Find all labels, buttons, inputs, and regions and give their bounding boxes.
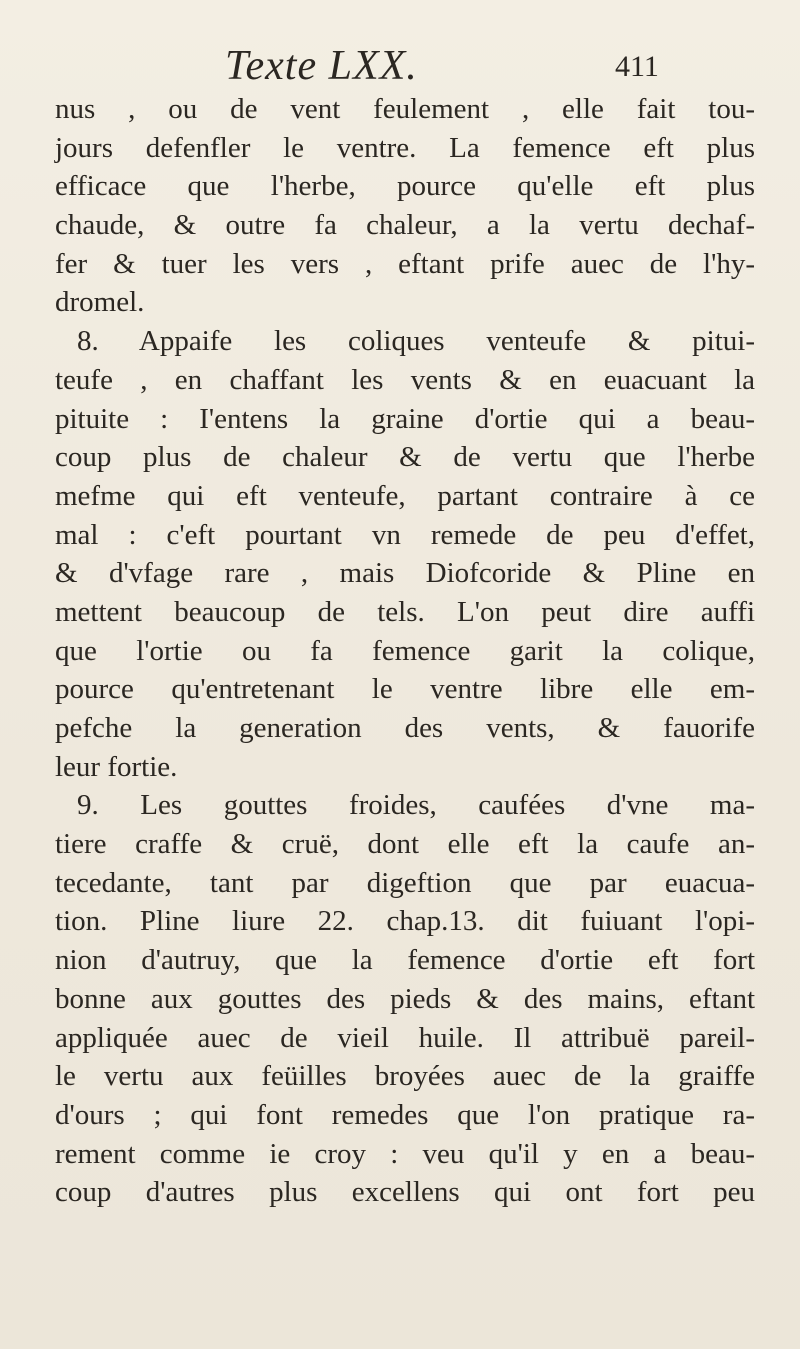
text-line: fer & tuer les vers , eftant prife auec de l'hy- — [55, 247, 755, 280]
text-line: d'ours ; qui font remedes que l'on pratique ra- — [55, 1098, 755, 1131]
text-line: nus , ou de vent feulement , elle fait tou- — [55, 93, 755, 125]
page-number: 411 — [615, 50, 659, 83]
text-line: le vertu aux feüilles broyées auec de la graiffe — [55, 1060, 755, 1093]
text-line: tiere craffe & cruë, dont elle eft la caufe an- — [55, 828, 755, 861]
running-title: Texte LXX. — [225, 43, 418, 89]
text-line: bonne aux gouttes des pieds & des mains, eftant — [55, 982, 755, 1015]
text-line: 9. Les gouttes froides, caufées d'vne ma- — [77, 789, 755, 822]
text-line: mettent beaucoup de tels. L'on peut dire auffi — [55, 595, 755, 628]
text-line: efficace que l'herbe, pource qu'elle eft plus — [55, 170, 755, 203]
text-line: 8. Appaife les coliques venteufe & pitui- — [77, 325, 755, 358]
text-line: tecedante, tant par digeftion que par euacua- — [55, 866, 755, 899]
text-line: leur fortie. — [55, 750, 178, 783]
text-line: coup d'autres plus excellens qui ont fort peu — [55, 1176, 755, 1209]
text-line: mefme qui eft venteufe, partant contraire à ce — [55, 479, 755, 512]
text-line: appliquée auec de vieil huile. Il attribuë pareil- — [55, 1021, 755, 1054]
text-line: dromel. — [55, 286, 145, 319]
text-line: tion. Pline liure 22. chap.13. dit fuiuant l'opi- — [55, 905, 755, 938]
text-line: pefche la generation des vents, & fauorife — [55, 712, 755, 744]
text-line: pituite : I'entens la graine d'ortie qui a beau- — [55, 402, 755, 435]
text-line: pource qu'entretenant le ventre libre elle em- — [55, 673, 755, 706]
text-line: rement comme ie croy : veu qu'il y en a beau- — [55, 1137, 755, 1170]
text-line: que l'ortie ou fa femence garit la colique, — [55, 634, 755, 667]
body-text — [55, 90, 755, 1212]
page-header — [0, 30, 800, 90]
text-line: teufe , en chaffant les vents & en euacuant la — [55, 363, 755, 396]
text-line: coup plus de chaleur & de vertu que l'herbe — [55, 441, 755, 474]
text-line: & d'vfage rare , mais Diofcoride & Pline en — [55, 557, 755, 590]
text-line: mal : c'eft pourtant vn remede de peu d'effet, — [55, 518, 755, 551]
text-line: chaude, & outre fa chaleur, a la vertu dechaf- — [55, 209, 755, 242]
text-line: jours defenfler le ventre. La femence eft plus — [55, 131, 755, 164]
text-line: nion d'autruy, que la femence d'ortie eft fort — [55, 944, 755, 977]
